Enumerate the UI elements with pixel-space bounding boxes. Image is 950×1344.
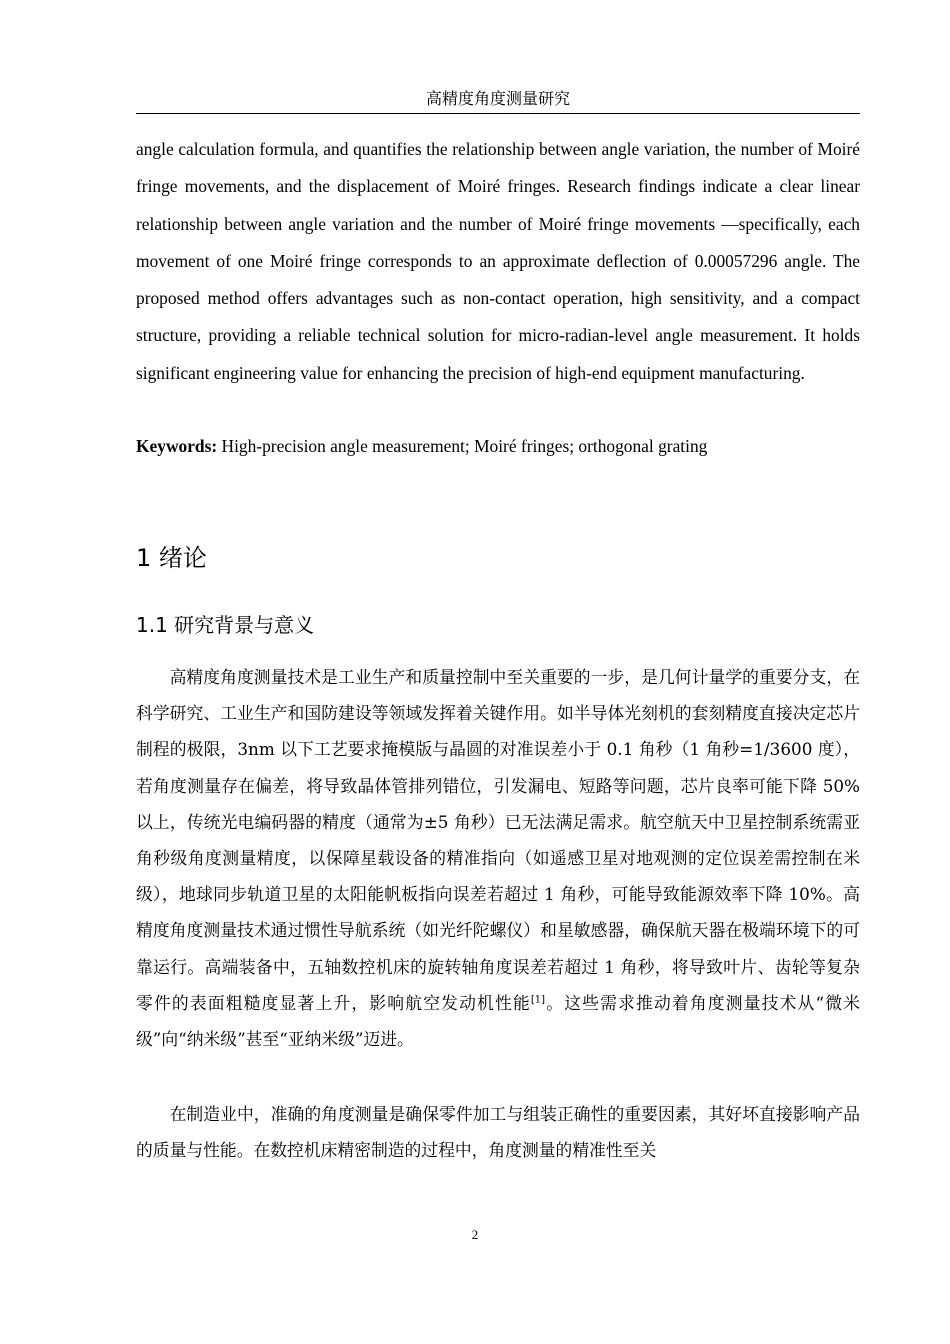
section-heading: 1 绪论 bbox=[136, 544, 207, 572]
keywords-line bbox=[136, 428, 860, 465]
keywords-label: Keywords: bbox=[136, 436, 218, 456]
keywords-text: High-precision angle measurement; Moiré fringes; orthogonal grating bbox=[217, 436, 708, 456]
paragraph-1-text: 高精度角度测量技术是工业生产和质量控制中至关重要的一步，是几何计量学的重要分支，在科学研究、工业生产和国防建设等领域发挥着关键作用。如半导体光刻机的套刻精度直接决定芯片制程的极限，3nm 以下工艺要求掩模版与晶圆的对准误差小于 0.1 角秒（1 角秒=1/3600 度），若角度测量存在偏差，将导致晶体管排列错位，引发漏电、短路等问题，芯片良率可能下降 50%以上，传统光电编码器的精度（通常为±5 角秒）已无法满足需求。航空航天中卫星控制系统需亚角秒级角度测量精度，以保障星载设备的精准指向（如遥感卫星对地观测的定位误差需控制在米级），地球同步轨道卫星的太阳能帆板指向误差若超过 1 角秒，可能导致能源效率下降 10%。高精度角度测量技术通过惯性导航系统（如光纤陀螺仪）和星敏感器，确保航天器在极端环境下的可靠运行。高端装备中，五轴数控机床的旋转轴角度误差若超过 1 角秒，将导致叶片、齿轮等复杂零件的表面粗糙度显著上升，影响航空发动机性能 bbox=[136, 667, 860, 1013]
running-header: 高精度角度测量研究 bbox=[425, 89, 570, 108]
subsection-heading: 1.1 研究背景与意义 bbox=[136, 613, 315, 637]
abstract-paragraph: angle calculation formula, and quantifies the relationship between angle variation, the number of Moiré fringe movements, and the displacement of Moiré fringes. Research findings indicate a clear linear relationship between angle variation and the number of Moiré fringe movements —specifically, each movement of one Moiré fringe corresponds to an approximate deflection of 0.00057296 angle. The proposed method offers advantages such as non-contact operation, high sensitivity, and a compact structure, providing a reliable technical solution for micro-radian-level angle measurement. It holds significant engineering value for enhancing the precision of high-end equipment manufacturing. bbox=[136, 139, 860, 383]
citation-reference: [1] bbox=[530, 994, 546, 1006]
body-paragraph-1 bbox=[136, 659, 860, 1057]
body-paragraph-2: 在制造业中，准确的角度测量是确保零件加工与组装正确性的重要因素，其好坏直接影响产品的质量与性能。在数控机床精密制造的过程中，角度测量的精准性至关 bbox=[136, 1104, 860, 1161]
page-number: 2 bbox=[471, 1227, 479, 1242]
paragraph-1-tail: 。这些需求推动着角度测量技术从“微米级”向“纳米级”甚至“亚纳米级”迈进。 bbox=[136, 992, 860, 1050]
header-rule bbox=[136, 113, 860, 114]
